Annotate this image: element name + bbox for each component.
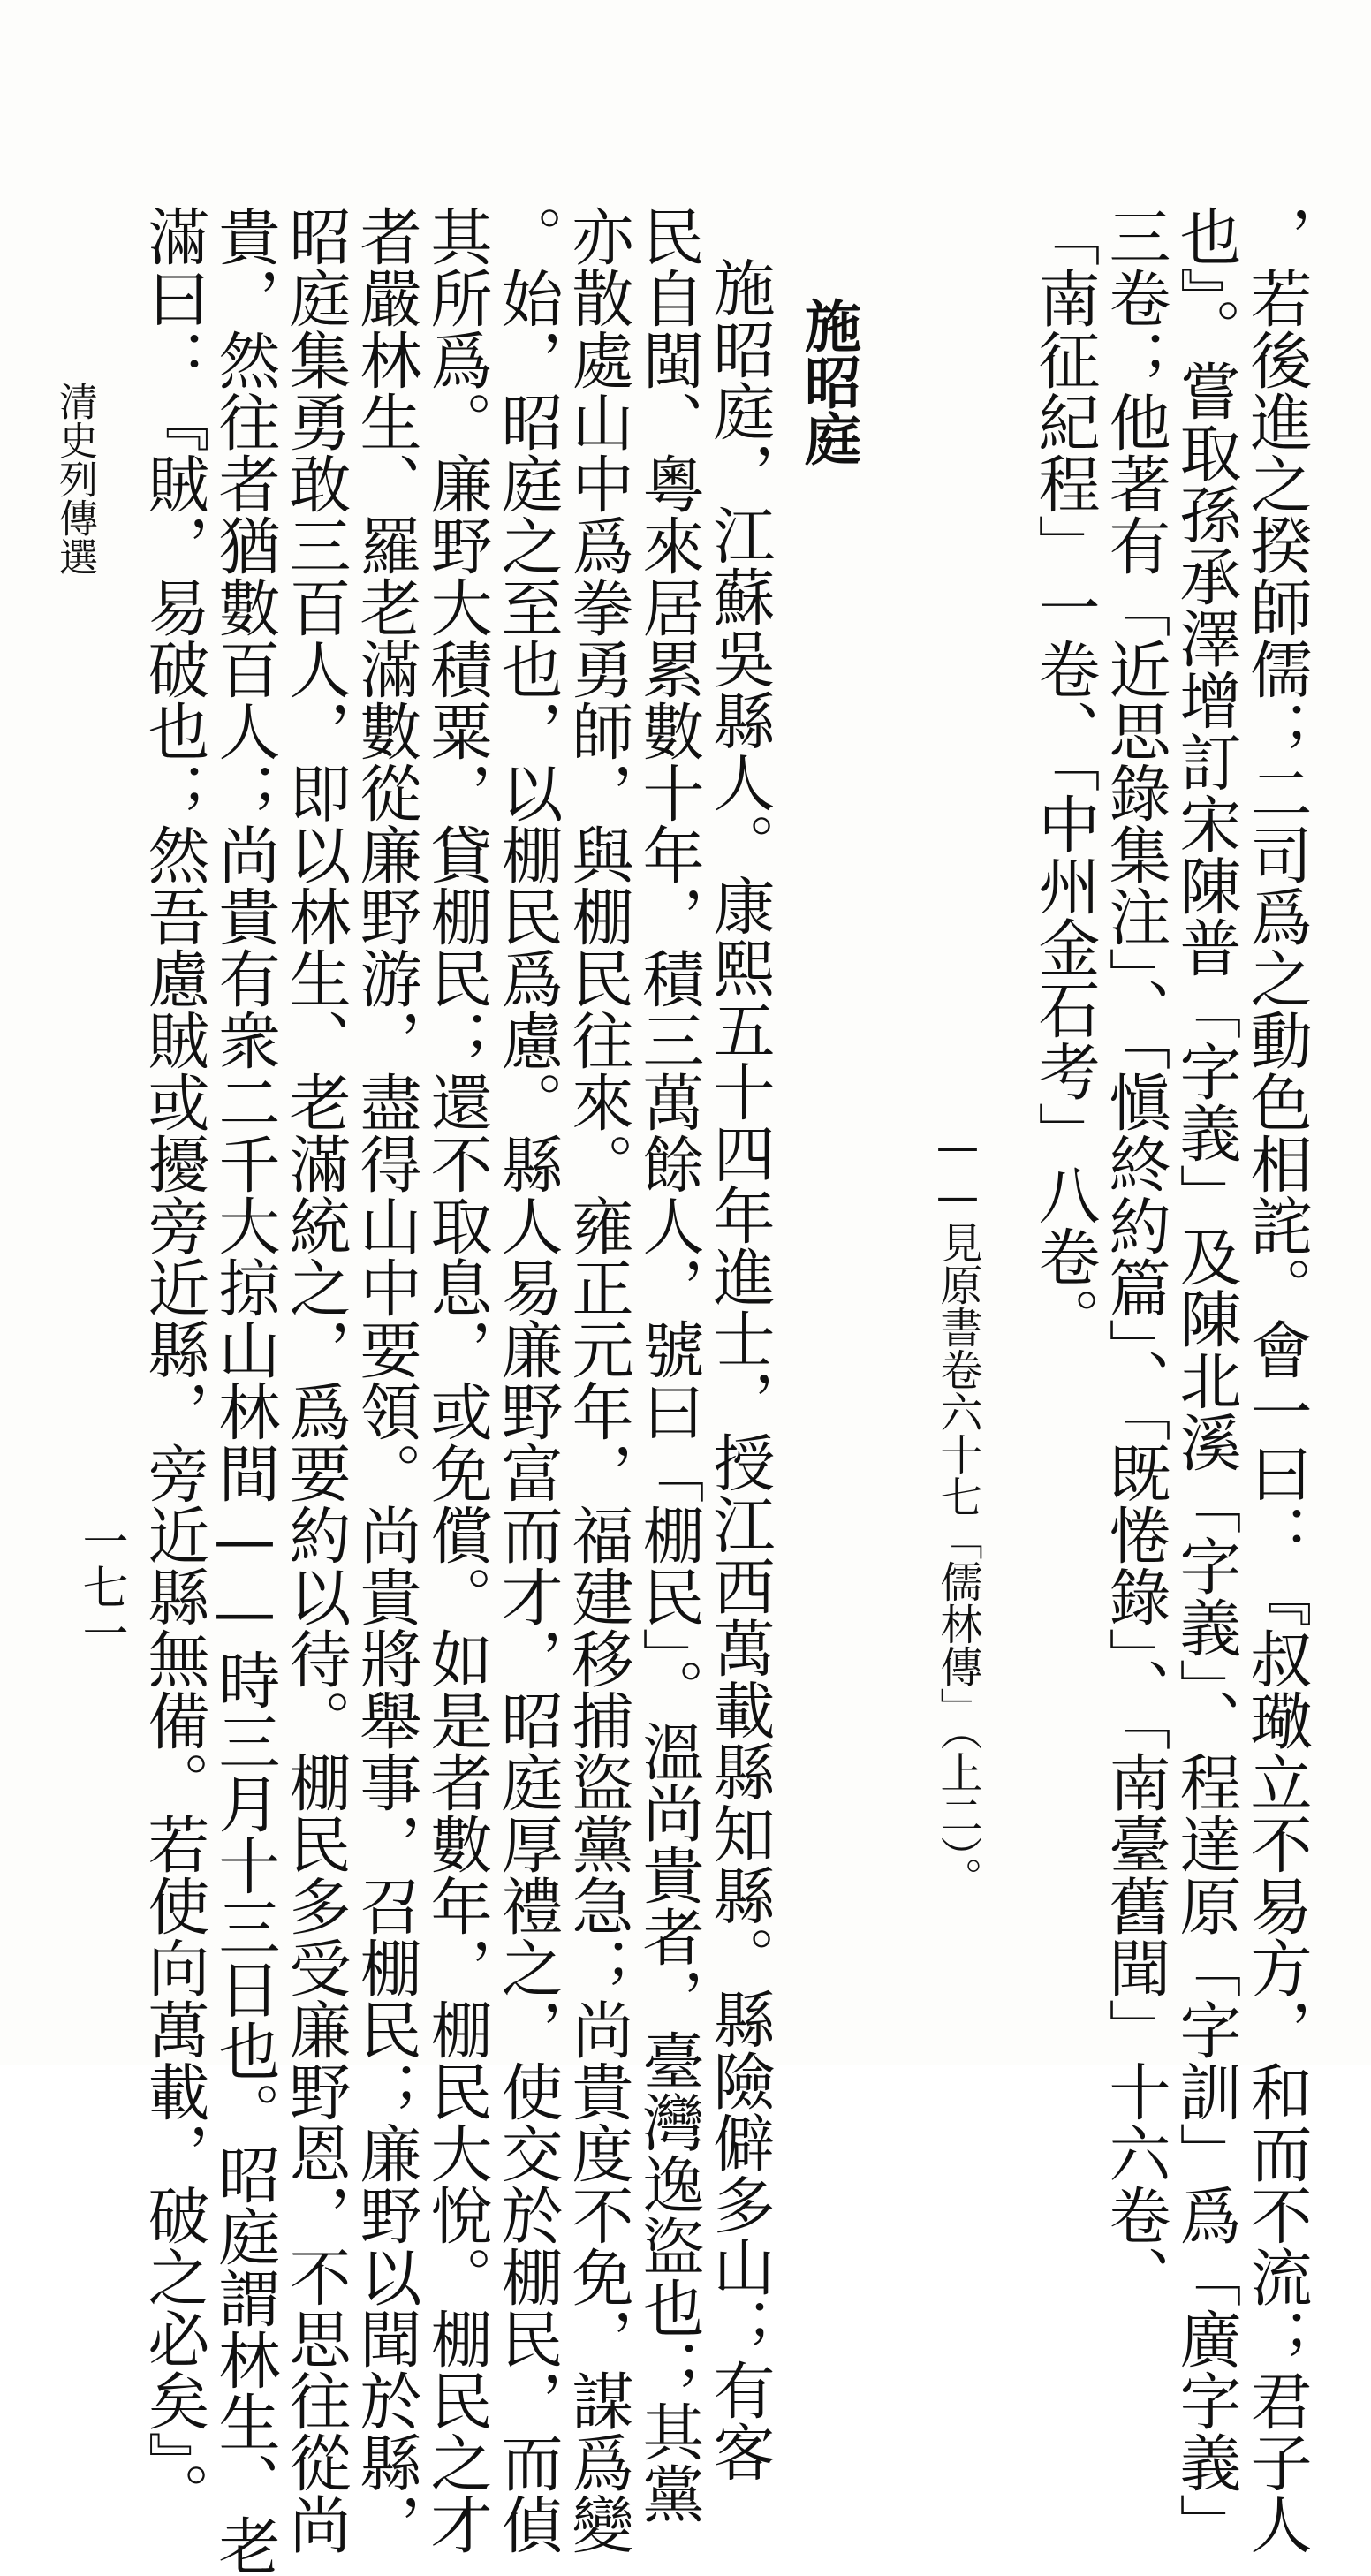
text-column-lower-6: 者嚴林生、羅老滿數從廉野游，盡得山中要領。尚貴將舉事，召棚民；廉野以聞於縣， (350, 205, 422, 2555)
text-column-upper-1: ，若後進之揆師儒；二司爲之動色相詫。會一曰：『叔璥立不易方，和而不流；君子人 (1240, 205, 1313, 2555)
text-column-upper-3: 三卷；他著有「近思錄集注」、「愼終約篇」、「既惓錄」、「南臺舊聞」十六卷、 (1099, 205, 1171, 2307)
source-citation: ——見原書卷六十七「儒林傳」（上二）。 (933, 1122, 982, 1899)
section-heading: 施昭庭 (795, 297, 860, 466)
text-column-lower-9: 滿曰：『賊，易破也；然吾慮賊或擾旁近縣，旁近縣無備。若使向萬載，破之必矣』。 (138, 205, 210, 2524)
running-head: 清史列傳選 (52, 382, 97, 576)
text-column-lower-8: 貴，然往者猶數百人；尚貴有衆二千大掠山林間——時三月十三日也。昭庭謂林生、老 (208, 205, 281, 2576)
text-column-upper-2: 也』。嘗取孫承澤增訂宋陳普「字義」及陳北溪「字義」、程達原「字訓」爲「廣字義」 (1170, 205, 1242, 2555)
page-number: 一七一 (74, 1518, 127, 1655)
text-column-lower-5: 其所爲。廉野大積粟，貸棚民；還不取息，或免償。如是者數年，棚民大悅。棚民之才 (420, 205, 493, 2555)
text-column-lower-7: 昭庭集勇敢三百人，即以林生、老滿統之，爲要約以待。棚民多受廉野恩，不思往從尚 (279, 205, 352, 2555)
text-column-lower-1: 施昭庭，江蘇吳縣人。康熙五十四年進士，授江西萬載縣知縣。縣險僻多山；有客 (703, 256, 776, 2482)
text-column-lower-3: 亦散處山中爲拳勇師，與棚民往來。雍正元年，福建移捕盜黨急；尚貴度不免，謀爲變 (562, 205, 634, 2555)
text-column-lower-4: 。始，昭庭之至也，以棚民爲慮。縣人易廉野富而才，昭庭厚禮之，使交於棚民，而偵 (491, 205, 564, 2555)
text-column-lower-2: 民自閩、粵來居累數十年，積三萬餘人，號曰「棚民」。溫尚貴者，臺灣逸盜也；其黨 (632, 205, 705, 2524)
text-column-upper-4: 「南征紀程」一卷、「中州金石考」八卷。 (1028, 205, 1101, 1349)
